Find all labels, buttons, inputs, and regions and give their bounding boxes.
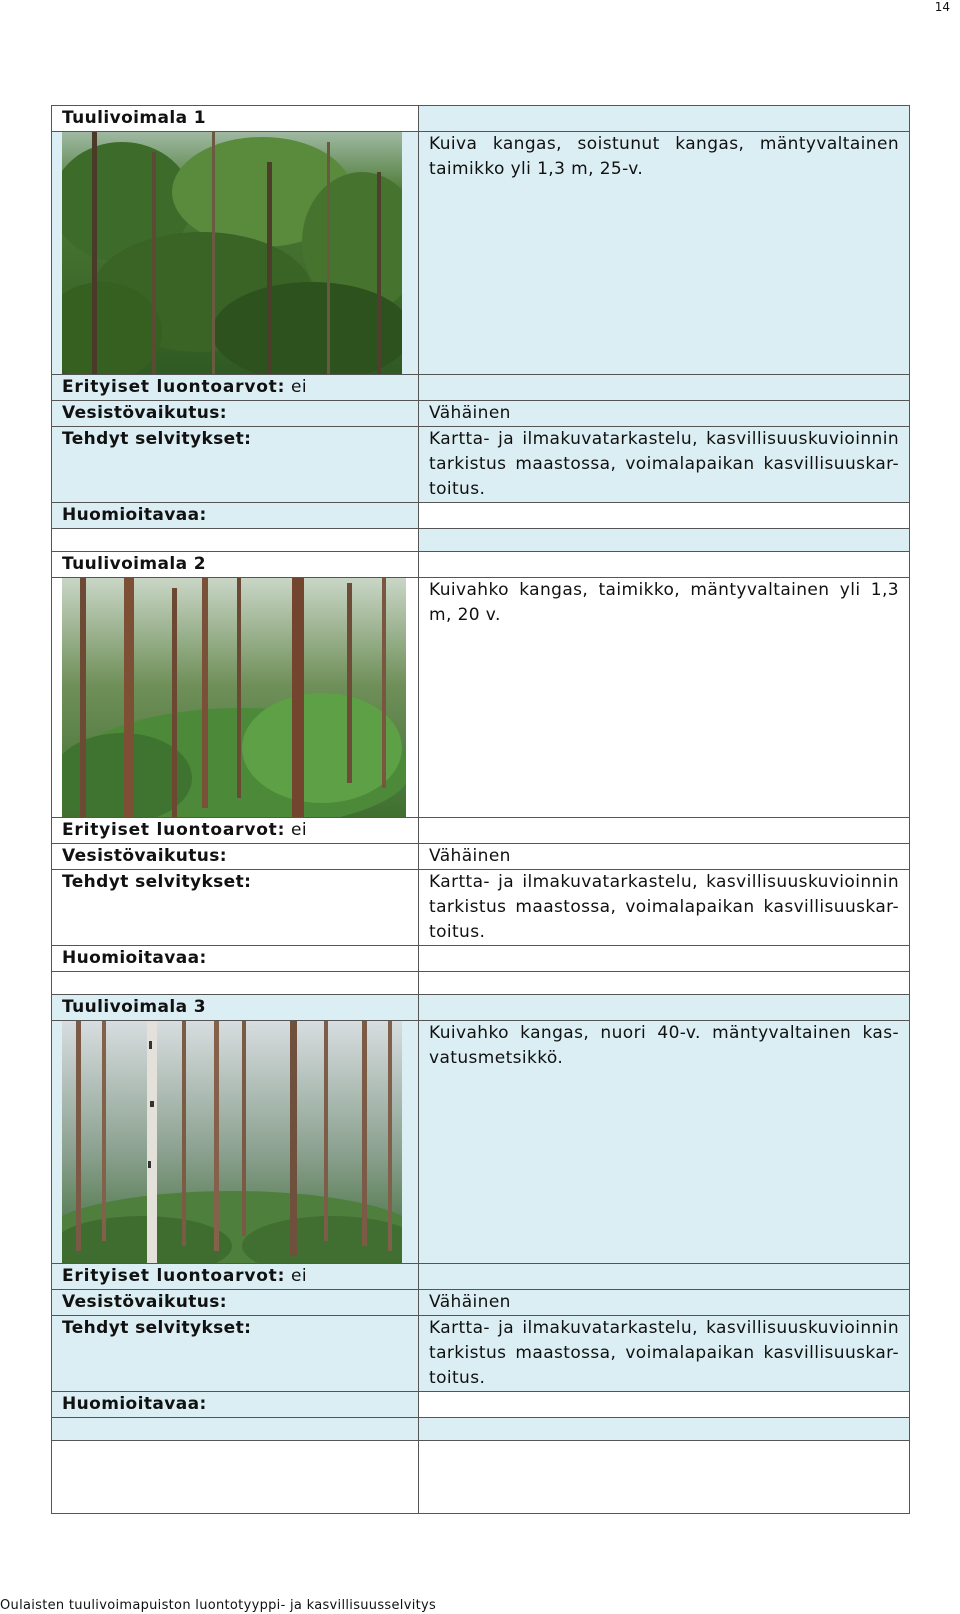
site-2-water-label: Vesistövaikutus: xyxy=(52,844,419,870)
site-1-notes-value xyxy=(419,503,910,529)
site-1-water-label: Vesistövaikutus: xyxy=(52,401,419,427)
site-2-forest-photo xyxy=(62,578,406,817)
site-1-special-label: Erityiset luontoarvot: xyxy=(62,377,286,397)
site-3-water-value: Vähäinen xyxy=(419,1290,910,1316)
site-1-water-value: Vähäinen xyxy=(419,401,910,427)
site-1-surveys-value: Kartta- ja ilmakuvatarkastelu, kasvillisuuskuvioinnin tarkistus maastossa, voimalapaikan kasvillisuuskar-toitus. xyxy=(419,427,910,503)
site-3-forest-photo xyxy=(62,1021,402,1263)
site-2-notes-label: Huomioitavaa: xyxy=(52,946,419,972)
site-3-photo-cell xyxy=(52,1021,419,1264)
site-1-notes-label: Huomioitavaa: xyxy=(52,503,419,529)
site-3-water-label: Vesistövaikutus: xyxy=(52,1290,419,1316)
site-3-title-row xyxy=(52,995,910,1021)
page-number: 14 xyxy=(934,0,950,14)
site-2-description: Kuivahko kangas, taimikko, mäntyvaltainen yli 1,3 m, 20 v. xyxy=(419,578,910,818)
site-3-special-value: ei xyxy=(291,1266,308,1286)
site-1-title: Tuulivoimala 1 xyxy=(52,106,419,132)
site-2-water-value: Vähäinen xyxy=(419,844,910,870)
site-3-surveys-label: Tehdyt selvitykset: xyxy=(52,1316,419,1392)
site-1-forest-photo xyxy=(62,132,402,374)
empty-row xyxy=(52,1441,910,1514)
site-2-notes-value xyxy=(419,946,910,972)
site-1-photo-cell xyxy=(52,132,419,375)
site-3-special-label: Erityiset luontoarvot: xyxy=(62,1266,286,1286)
site-3-surveys-value: Kartta- ja ilmakuvatarkastelu, kasvillisuuskuvioinnin tarkistus maastossa, voimalapaikan kasvillisuuskar-toitus. xyxy=(419,1316,910,1392)
site-1-surveys-label: Tehdyt selvitykset: xyxy=(52,427,419,503)
site-3-photo-row xyxy=(52,1021,910,1264)
site-1-photo-row xyxy=(52,132,910,375)
site-table xyxy=(51,105,910,1514)
site-3-notes-label: Huomioitavaa: xyxy=(52,1392,419,1418)
site-1-special-value: ei xyxy=(291,377,308,397)
footer-text: Oulaisten tuulivoimapuiston luontotyyppi- ja kasvillisuusselvitys xyxy=(0,1598,437,1613)
site-1-description: Kuiva kangas, soistunut kangas, mäntyvaltainen taimikko yli 1,3 m, 25-v. xyxy=(419,132,910,375)
site-2-title-row xyxy=(52,552,910,578)
site-2-title: Tuulivoimala 2 xyxy=(52,552,419,578)
site-1-title-row xyxy=(52,106,910,132)
site-2-photo-cell xyxy=(52,578,419,818)
site-3-title: Tuulivoimala 3 xyxy=(52,995,419,1021)
site-2-photo-row xyxy=(52,578,910,818)
site-2-special-label: Erityiset luontoarvot: xyxy=(62,820,286,840)
site-3-description: Kuivahko kangas, nuori 40-v. mäntyvaltainen kas-vatusmetsikkö. xyxy=(419,1021,910,1264)
site-2-special-value: ei xyxy=(291,820,308,840)
site-3-notes-value xyxy=(419,1392,910,1418)
site-2-surveys-label: Tehdyt selvitykset: xyxy=(52,870,419,946)
site-2-surveys-value: Kartta- ja ilmakuvatarkastelu, kasvillisuuskuvioinnin tarkistus maastossa, voimalapaikan kasvillisuuskar-toitus. xyxy=(419,870,910,946)
